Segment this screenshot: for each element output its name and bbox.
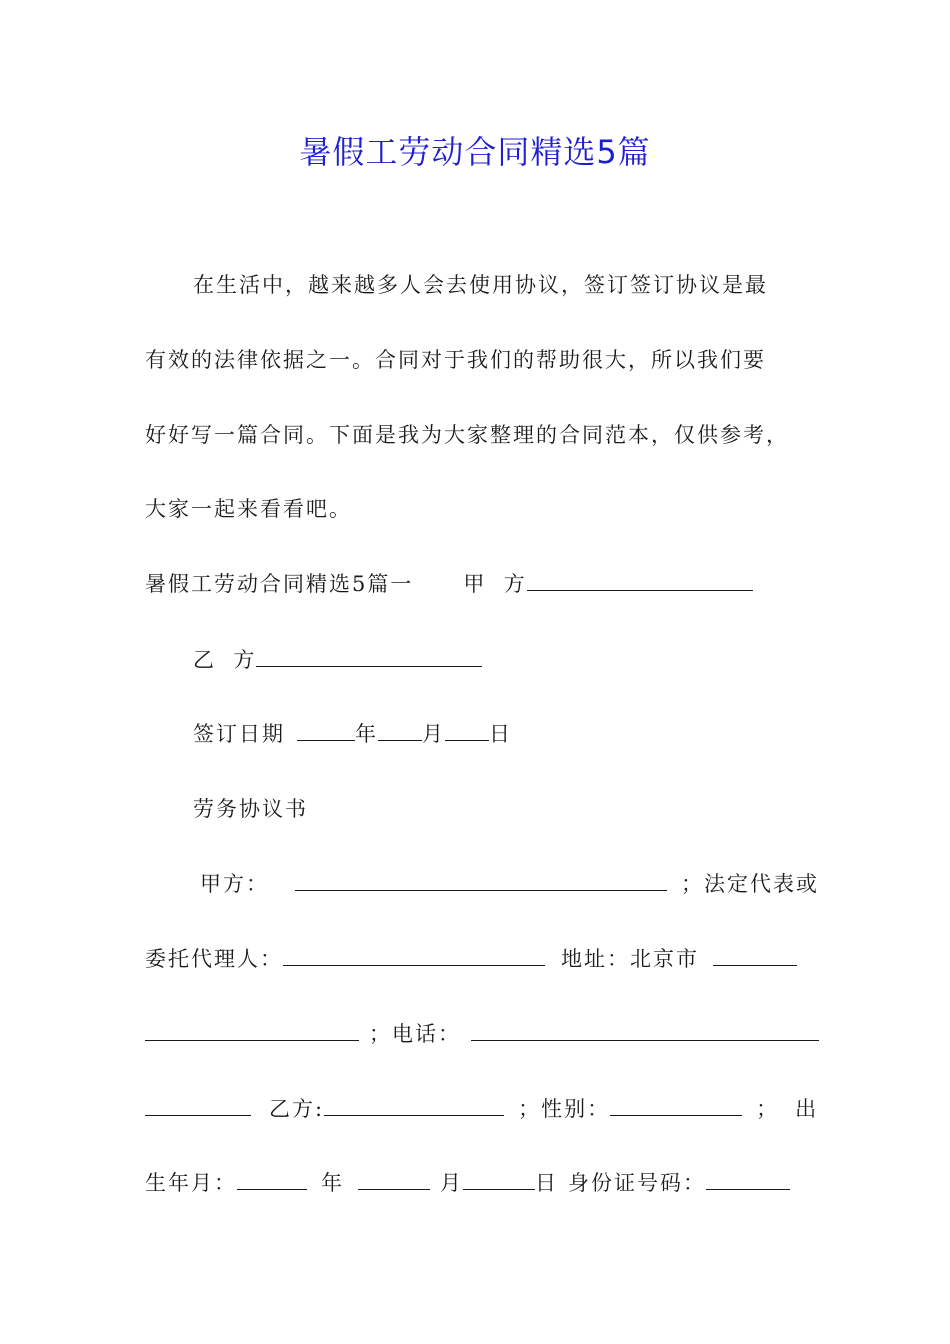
birth-year-label: 年 bbox=[321, 1171, 344, 1195]
yifang-line bbox=[145, 1094, 834, 1124]
address-blank-1 bbox=[713, 945, 797, 966]
birth-year-blank bbox=[237, 1169, 307, 1190]
delegate-blank bbox=[283, 945, 545, 966]
id-number-blank bbox=[706, 1169, 790, 1190]
birth-day-blank bbox=[463, 1169, 535, 1190]
section-heading: 暑假工劳动合同精选5篇一 bbox=[145, 572, 414, 596]
month-label: 月 bbox=[422, 722, 445, 746]
day-blank bbox=[445, 720, 489, 741]
intro-line-1: 在生活中，越来越多人会去使用协议，签订签订协议是最 bbox=[193, 273, 768, 297]
jiafang-blank bbox=[295, 870, 667, 891]
jiafang-label: 甲方： bbox=[200, 872, 269, 896]
phone-blank bbox=[471, 1020, 819, 1041]
day-label: 日 bbox=[489, 722, 512, 746]
month-blank bbox=[378, 720, 422, 741]
year-label: 年 bbox=[355, 722, 378, 746]
section-heading-line bbox=[145, 569, 753, 599]
party-a-blank bbox=[527, 570, 753, 591]
jiafang-line bbox=[200, 869, 819, 899]
phone-line bbox=[145, 1019, 819, 1049]
delegate-line bbox=[145, 944, 797, 974]
birth-month-label: 月 bbox=[440, 1171, 463, 1195]
sign-date-line bbox=[193, 719, 512, 749]
gender-blank bbox=[610, 1095, 742, 1116]
id-number-label: 身份证号码： bbox=[568, 1171, 706, 1195]
year-blank bbox=[297, 720, 355, 741]
phone-label: ；电话： bbox=[369, 1022, 461, 1046]
party-a-label: 甲 方 bbox=[463, 572, 527, 596]
address-blank-2 bbox=[145, 1020, 359, 1041]
yifang-blank bbox=[324, 1095, 504, 1116]
intro-line-3: 好好写一篇合同。下面是我为大家整理的合同范本，仅供参考， bbox=[145, 423, 789, 447]
yifang-label: 乙方: bbox=[269, 1097, 325, 1121]
sign-date-label: 签订日期 bbox=[193, 722, 285, 746]
prev-blank bbox=[145, 1095, 251, 1116]
birth-month-blank bbox=[358, 1169, 430, 1190]
birth-line bbox=[145, 1168, 790, 1198]
legal-rep-label: ；法定代表或 bbox=[681, 872, 819, 896]
birth-day-label: 日 bbox=[535, 1171, 558, 1195]
birth-label: 生年月： bbox=[145, 1171, 237, 1195]
intro-line-4: 大家一起来看看吧。 bbox=[145, 497, 352, 521]
agreement-title: 劳务协议书 bbox=[193, 797, 308, 821]
birth-prefix: ；出 bbox=[756, 1097, 835, 1121]
party-b-blank bbox=[256, 646, 482, 667]
document-title: 暑假工劳动合同精选5篇 bbox=[299, 133, 651, 171]
party-b-line bbox=[193, 645, 482, 675]
intro-line-2: 有效的法律依据之一。合同对于我们的帮助很大，所以我们要 bbox=[145, 348, 766, 372]
delegate-label: 委托代理人： bbox=[145, 947, 283, 971]
address-label: 地址：北京市 bbox=[561, 947, 699, 971]
party-b-label: 乙 方 bbox=[193, 648, 257, 672]
gender-label: ；性别： bbox=[518, 1097, 611, 1121]
